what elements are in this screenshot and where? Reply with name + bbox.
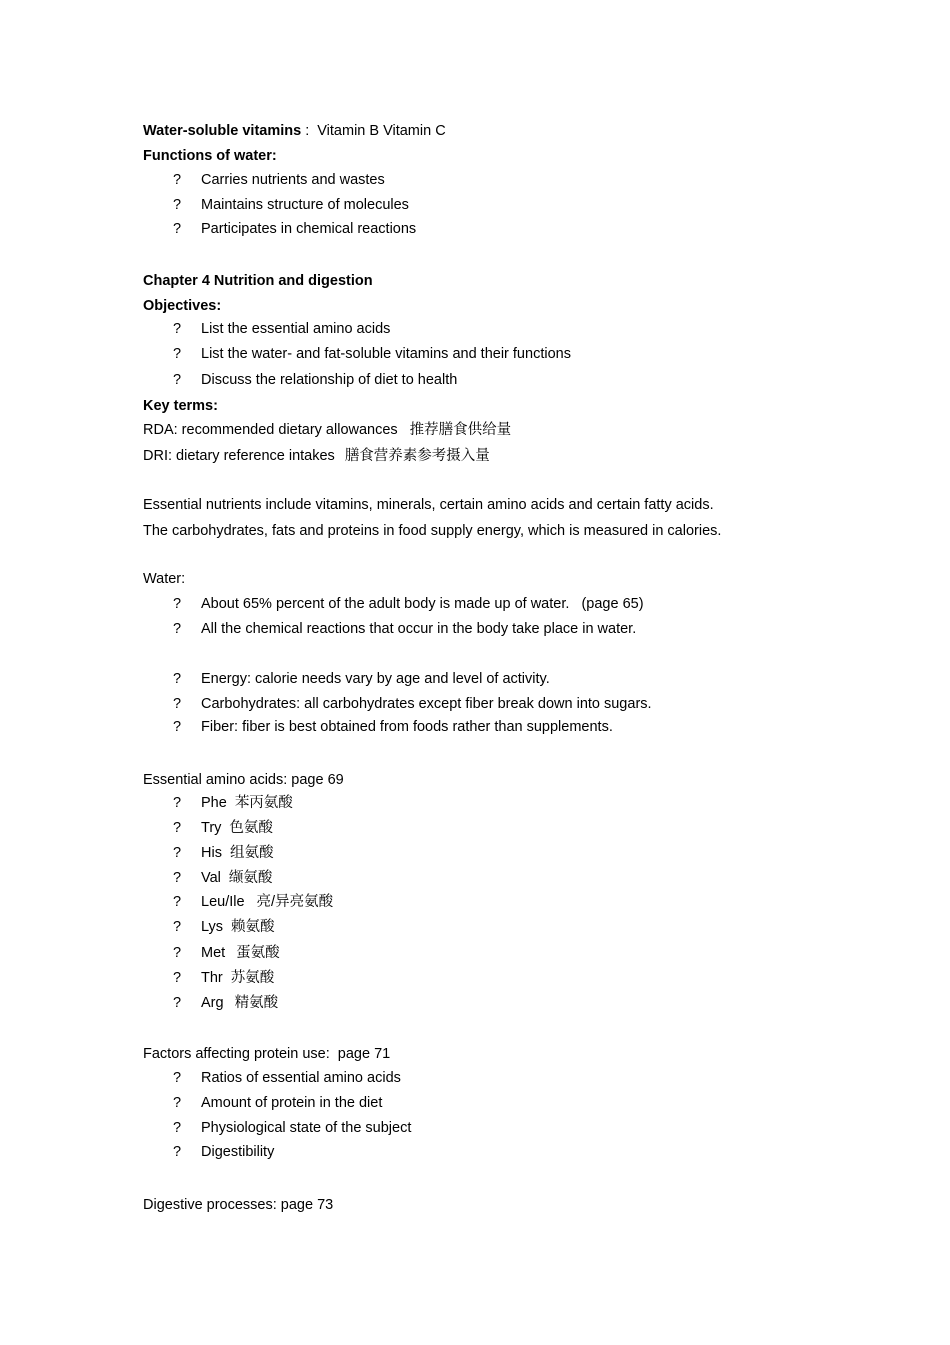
bullet-mark: ? (173, 197, 182, 213)
water-heading: Water: (143, 571, 186, 587)
bullet-mark: ? (173, 995, 182, 1011)
bullet-mark: ? (173, 696, 182, 712)
protein-factors-heading: Factors affecting protein use: page 71 (143, 1046, 391, 1062)
digestive-processes-heading: Digestive processes: page 73 (143, 1197, 334, 1213)
bullet-mark: ? (173, 1120, 182, 1136)
water-soluble-value: Vitamin B Vitamin C (317, 123, 446, 139)
bullet-mark: ? (173, 372, 182, 388)
bullet-mark: ? (173, 870, 182, 886)
paragraph-energy-sources: The carbohydrates, fats and proteins in food supply energy, which is measured in calories. (143, 523, 722, 539)
bullet-mark: ? (173, 719, 182, 735)
key-term-rda: RDA: recommended dietary allowances 推荐膳食供给量 (143, 422, 512, 438)
bullet-mark: ? (173, 894, 182, 910)
water-soluble-vitamins-line (143, 122, 446, 140)
bullet-mark: ? (173, 1070, 182, 1086)
document-page: Water-soluble vitamins : Vitamin B Vitamin C Functions of water: ? Carries nutrients and wastes ? Maintains structure of molecules ? Participates in chemical reactions Chapter 4 Nutrition and digestion Objectives: ? List the essential amino acids ? List the water- and fat-soluble vitamins and their functions ? Discuss the relationship of diet to health Key terms: RDA: recommended dietary allowances 推荐膳食供给量 DRI: dietary reference intakes 膳食营养素参考摄入量 Essential nutrients include vitamins, minerals, certain amino acids and certain fatty acids. The carbohydrates, fats and proteins in food supply energy, which is measured in calories. Water: ? About 65% percent of the adult body is made up of water. (page 65) ? All the chemical reactions that occur in the body take place in water. ? Energy: calorie needs vary by age and level of activity. ? Carbohydrates: all carbohydrates except fiber break down into sugars. ? Fiber: fiber is best obtained from foods rather than supplements. Essential amino acids: page 69 ? Phe 苯丙氨酸 ? Try 色氨酸 ? His 组氨酸 ? Val 缬氨酸 ? Leu/Ile 亮/异亮氨酸 ? Lys 赖氨酸 ? Met 蛋氨酸 ? Thr 苏氨酸 ? Arg 精氨酸 Factors affecting protein use: page 71 ? Ratios of essential amino acids ? Amount of protein in the diet ? Physiological state of the subject ? Digestibility Digestive processes: page 73 (143, 123, 722, 1213)
functions-of-water-heading: Functions of water: (143, 148, 277, 164)
key-term-dri: DRI: dietary reference intakes 膳食营养素参考摄入量 (143, 448, 490, 464)
bullet-mark: ? (173, 346, 182, 362)
bullet-mark: ? (173, 795, 182, 811)
amino-acids-heading: Essential amino acids: page 69 (143, 772, 344, 788)
paragraph-essential-nutrients: Essential nutrients include vitamins, minerals, certain amino acids and certain fatty acids. (143, 497, 714, 513)
chapter-title: Chapter 4 Nutrition and digestion (143, 273, 373, 289)
bullet-mark: ? (173, 845, 182, 861)
objectives-heading: Objectives: (143, 298, 222, 314)
water-soluble-label: Water-soluble vitamins (143, 123, 302, 139)
bullet-mark: ? (173, 172, 182, 188)
bullet-mark: ? (173, 321, 182, 337)
bullet-mark: ? (173, 970, 182, 986)
bullet-mark: ? (173, 621, 182, 637)
bullet-mark: ? (173, 945, 182, 961)
key-terms-heading: Key terms: (143, 398, 218, 414)
bullet-mark: ? (173, 221, 182, 237)
bullet-mark: ? (173, 1144, 182, 1160)
bullet-mark: ? (173, 820, 182, 836)
bullet-mark: ? (173, 1095, 182, 1111)
water-soluble-sep: : (301, 123, 310, 139)
bullet-mark: ? (173, 671, 182, 687)
bullet-mark: ? (173, 596, 182, 612)
bullet-mark: ? (173, 919, 182, 935)
